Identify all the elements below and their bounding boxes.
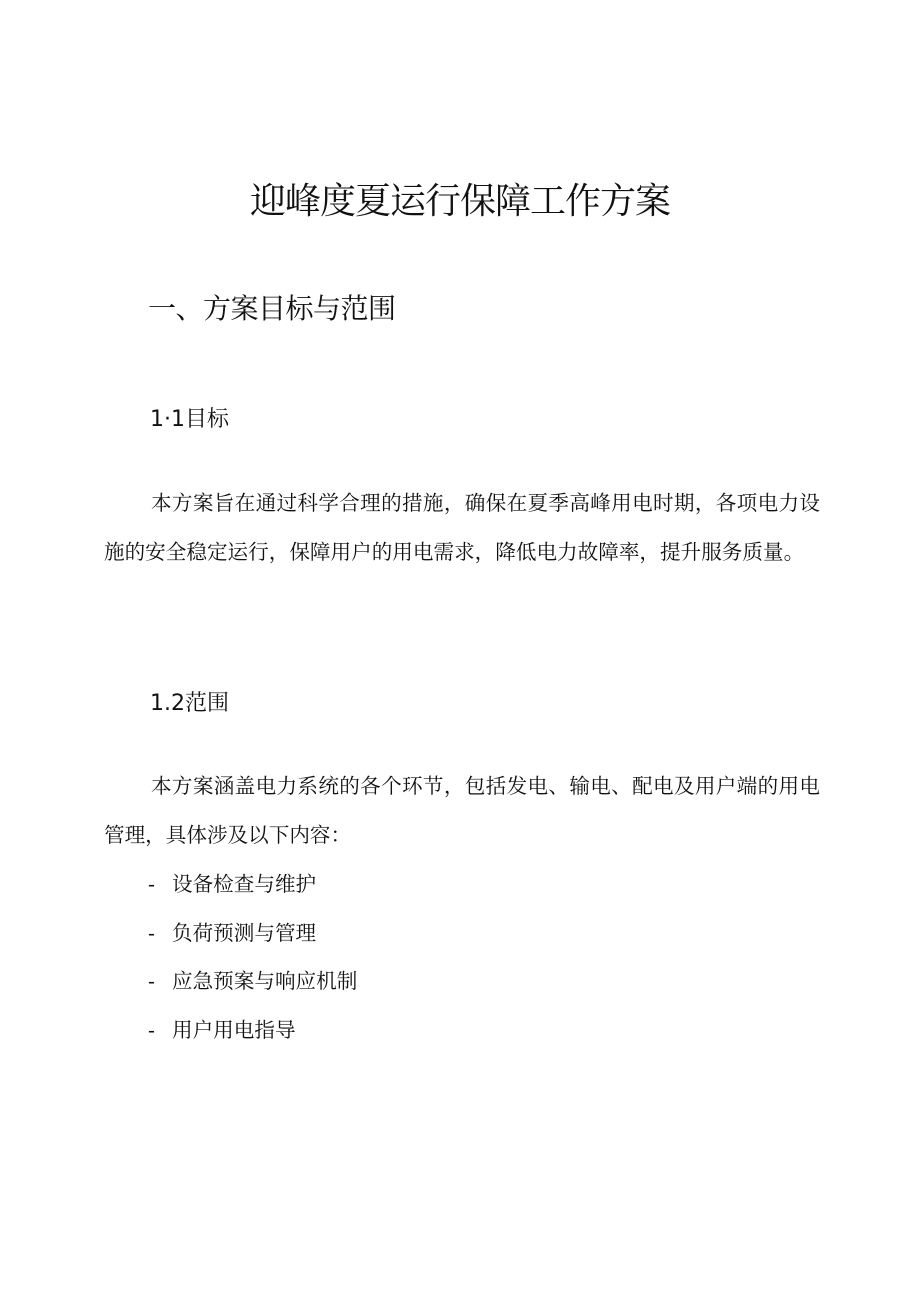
list-item [148,957,357,1006]
subsection-heading-scope: 1.2范围 [150,691,229,716]
list-item [148,909,357,958]
list-item [148,860,357,909]
section-heading: 一、方案目标与范围 [148,292,396,325]
goal-paragraph: 本方案旨在通过科学合理的措施，确保在夏季高峰用电时期，各项电力设施的安全稳定运行，保障用户的用电需求，降低电力故障率，提升服务质量。 [104,491,820,564]
list-bullet: - [148,969,155,993]
subsection-heading-goal: 1·1目标 [150,407,229,432]
list-item-text: 负荷预测与管理 [172,920,317,945]
list-bullet: - [148,920,155,945]
list-item-text: 用户用电指导 [172,1017,296,1042]
list-bullet: - [148,872,155,896]
document-title: 迎峰度夏运行保障工作方案 [249,181,670,222]
list-item [148,1006,357,1055]
scope-paragraph: 本方案涵盖电力系统的各个环节，包括发电、输电、配电及用户端的用电管理，具体涉及以下内容： [104,774,820,847]
list-item-text: 设备检查与维护 [172,872,317,896]
scope-list [148,860,357,1054]
list-item-text: 应急预案与响应机制 [172,969,358,993]
list-bullet: - [148,1017,155,1042]
